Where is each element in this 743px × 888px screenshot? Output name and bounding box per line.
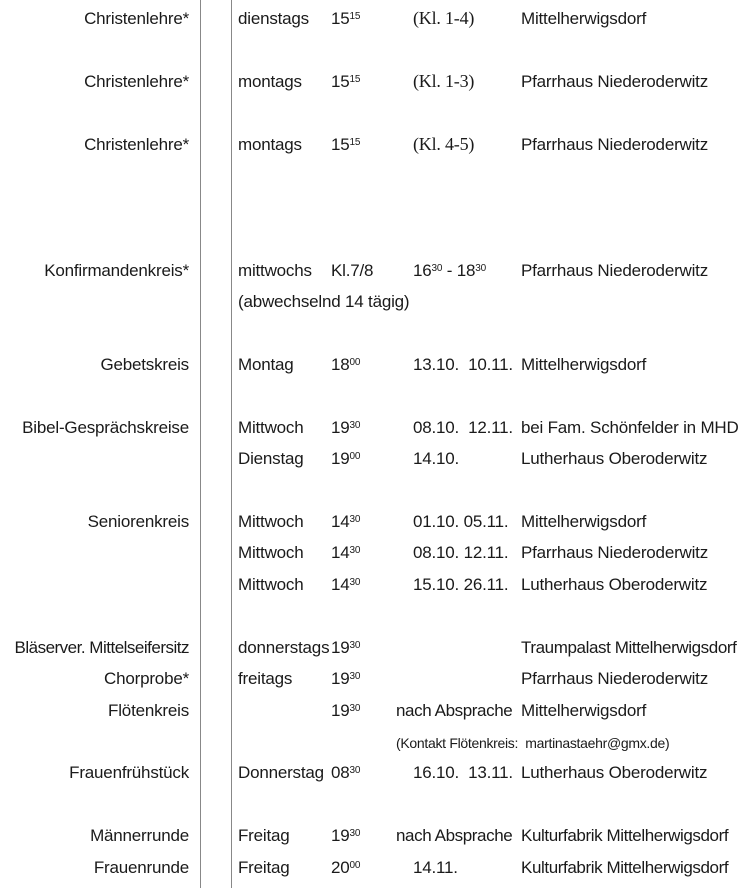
group-name: Frauenrunde xyxy=(93,858,189,877)
dates: 01.10. 05.11. xyxy=(413,512,509,531)
time: $19^{30}$ xyxy=(331,669,361,688)
time: $19^{30}$ xyxy=(331,638,361,657)
location: Kulturfabrik Mittelherwigsdorf xyxy=(521,826,729,845)
group-name: Gebetskreis xyxy=(100,355,189,374)
dates: nach Absprache xyxy=(396,701,513,720)
weekday: freitags xyxy=(238,669,293,688)
class-label: Kl.7/8 xyxy=(331,261,374,280)
location: Pfarrhaus Niederoderwitz xyxy=(521,135,709,154)
group-name: Frauenfrühstück xyxy=(69,763,189,782)
location: Traumpalast Mittelherwigsdorf xyxy=(521,638,737,657)
weekday: montags xyxy=(238,72,302,91)
time: $14^{30}$ xyxy=(331,575,361,594)
location: Mittelherwigsdorf xyxy=(521,512,647,531)
column-divider-left xyxy=(200,0,201,888)
location: Lutherhaus Oberoderwitz xyxy=(521,575,708,594)
weekday: Dienstag xyxy=(238,449,304,468)
dates: 16.10. 13.11. xyxy=(413,763,513,782)
time: $19^{30}$ xyxy=(331,701,361,720)
time-range: $16^{30} - 18^{30}$ xyxy=(413,261,487,280)
time: $15^{15}$ xyxy=(331,9,361,28)
frequency-note: (abwechselnd 14 tägig) xyxy=(238,292,410,311)
group-name: Christenlehre* xyxy=(84,9,189,28)
group-name: Seniorenkreis xyxy=(87,512,189,531)
group-name: Flötenkreis xyxy=(108,701,189,720)
dates: 08.10. 12.11. xyxy=(413,543,509,562)
time: $19^{30}$ xyxy=(331,826,361,845)
weekday: Mittwoch xyxy=(238,575,304,594)
location: Lutherhaus Oberoderwitz xyxy=(521,763,708,782)
weekday: Montag xyxy=(238,355,294,374)
group-name: Konfirmandenkreis* xyxy=(44,261,189,280)
dates: 14.10. xyxy=(413,449,460,468)
group-name: Bläserver. Mittelseifersitz xyxy=(14,638,189,657)
location: Mittelherwigsdorf xyxy=(521,701,647,720)
group-name: Chorprobe* xyxy=(104,669,189,688)
grade-range: (Kl. 1-3) xyxy=(413,71,475,91)
dates: 14.11. xyxy=(413,858,458,877)
dates: 08.10. 12.11. xyxy=(413,418,513,437)
time: $20^{00}$ xyxy=(331,858,361,877)
weekday: Freitag xyxy=(238,858,290,877)
weekday: Donnerstag xyxy=(238,763,324,782)
dates: 13.10. 10.11. xyxy=(413,355,513,374)
location: Pfarrhaus Niederoderwitz xyxy=(521,72,709,91)
grade-range: (Kl. 1-4) xyxy=(413,8,475,28)
time: $08^{30}$ xyxy=(331,763,361,782)
time: $14^{30}$ xyxy=(331,543,361,562)
group-name: Christenlehre* xyxy=(84,135,189,154)
dates: nach Absprache xyxy=(396,826,513,845)
column-divider-right xyxy=(231,0,232,888)
location: Lutherhaus Oberoderwitz xyxy=(521,449,708,468)
weekday: dienstags xyxy=(238,9,309,28)
location: Mittelherwigsdorf xyxy=(521,9,647,28)
time: $19^{30}$ xyxy=(331,418,361,437)
location: Pfarrhaus Niederoderwitz xyxy=(521,261,709,280)
location: Kulturfabrik Mittelherwigsdorf xyxy=(521,858,729,877)
weekday: Freitag xyxy=(238,826,290,845)
location: Pfarrhaus Niederoderwitz xyxy=(521,669,709,688)
weekday: mittwochs xyxy=(238,261,312,280)
group-name: Christenlehre* xyxy=(84,72,189,91)
group-name: Männerrunde xyxy=(90,826,189,845)
time: $15^{15}$ xyxy=(331,72,361,91)
grade-range: (Kl. 4-5) xyxy=(413,134,475,154)
time: $19^{00}$ xyxy=(331,449,361,468)
time: $18^{00}$ xyxy=(331,355,361,374)
weekday: donnerstags xyxy=(238,638,330,657)
contact-note: (Kontakt Flötenkreis: martinastaehr@gmx.de) xyxy=(396,735,670,751)
weekday: montags xyxy=(238,135,302,154)
location: Mittelherwigsdorf xyxy=(521,355,647,374)
location: Pfarrhaus Niederoderwitz xyxy=(521,543,709,562)
weekday: Mittwoch xyxy=(238,418,304,437)
location: bei Fam. Schönfelder in MHD xyxy=(521,418,739,437)
dates: 15.10. 26.11. xyxy=(413,575,509,594)
weekday: Mittwoch xyxy=(238,512,304,531)
time: $15^{15}$ xyxy=(331,135,361,154)
weekday: Mittwoch xyxy=(238,543,304,562)
time: $14^{30}$ xyxy=(331,512,361,531)
group-name: Bibel-Gesprächskreise xyxy=(22,418,189,437)
